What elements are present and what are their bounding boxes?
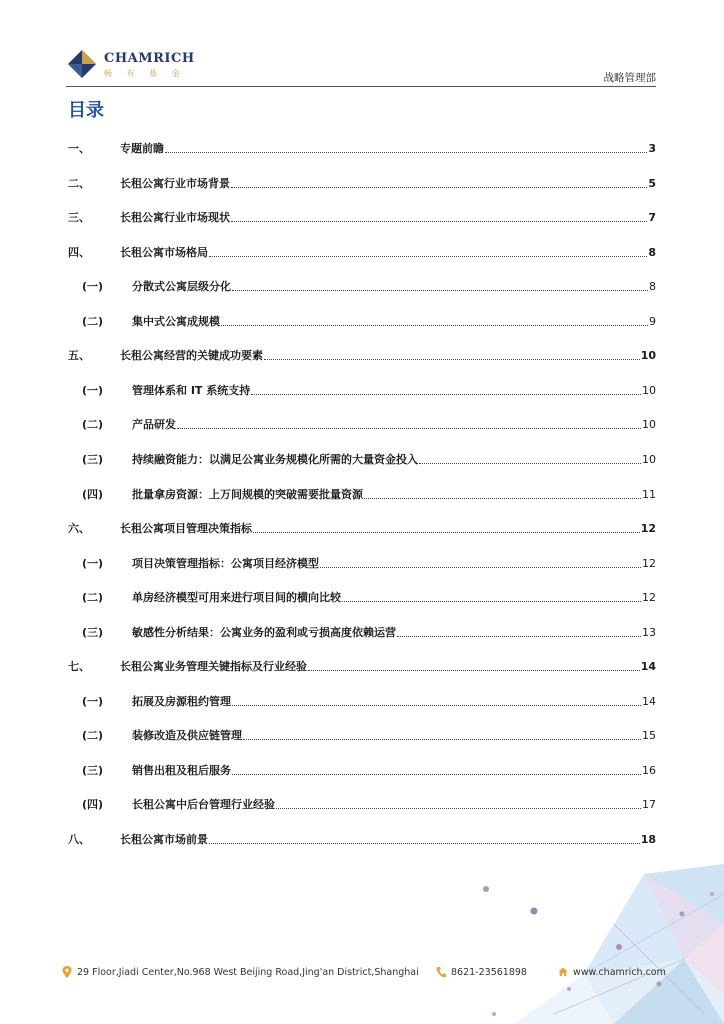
toc-entry-number: (二) — [82, 314, 104, 328]
toc-entry-number: (二) — [82, 418, 104, 432]
page-header — [0, 0, 724, 92]
toc-leader-dots — [276, 808, 641, 809]
toc-entry-number: (一) — [82, 280, 104, 294]
toc-entry[interactable] — [82, 486, 656, 502]
toc-entry-number: 七、 — [68, 660, 90, 674]
toc-entry-label[interactable]: 装修改造及供应链管理 — [132, 729, 242, 743]
toc-entry-number: 五、 — [68, 349, 90, 363]
toc-leader-dots — [243, 739, 641, 740]
toc-leader-dots — [165, 152, 647, 153]
toc-entry[interactable] — [82, 382, 656, 398]
toc-entry[interactable] — [82, 451, 656, 467]
toc-entry-label[interactable]: 长租公寓市场格局 — [120, 245, 208, 259]
toc-entry-page: 8 — [648, 245, 656, 259]
toc-entry-page: 10 — [640, 349, 656, 363]
toc-entry-number: 一、 — [68, 142, 90, 155]
logo-diamond-icon — [66, 48, 98, 80]
toc-entry-number: (三) — [82, 452, 104, 466]
toc-entry-number: 二、 — [68, 176, 90, 190]
department-label: 战略管理部 — [603, 72, 656, 84]
toc-entry[interactable] — [68, 244, 656, 260]
toc-entry-page: 12 — [642, 591, 656, 605]
toc-entry-page: 3 — [648, 142, 656, 155]
toc-entry[interactable] — [68, 831, 656, 847]
website-link[interactable]: www.chamrich.com — [573, 966, 666, 978]
toc-entry-number: (四) — [82, 798, 104, 812]
toc-leader-dots — [320, 567, 641, 568]
toc-entry-page: 7 — [648, 211, 656, 225]
toc-entry-number: 六、 — [68, 522, 90, 536]
toc-entry-number: (三) — [82, 625, 104, 639]
toc-entry-page: 10 — [642, 383, 656, 397]
toc-entry[interactable] — [82, 624, 656, 640]
toc-entry-label[interactable]: 分散式公寓层级分化 — [132, 280, 231, 294]
toc-entry-page: 9 — [649, 314, 656, 328]
toc-leader-dots — [232, 290, 648, 291]
toc-entry[interactable] — [82, 278, 656, 294]
toc-entry[interactable] — [82, 589, 656, 605]
toc-entry-number: (三) — [82, 763, 104, 777]
toc-entry-label[interactable]: 敏感性分析结果：公寓业务的盈利或亏损高度依赖运营 — [132, 625, 396, 639]
page-footer — [62, 966, 666, 982]
toc-leader-dots — [232, 774, 641, 775]
toc-entry-number: (一) — [82, 694, 104, 708]
footer-phone — [436, 966, 527, 978]
toc-entry-label[interactable]: 长租公寓行业市场现状 — [120, 211, 230, 225]
toc-entry-label[interactable]: 管理体系和 IT 系统支持 — [132, 383, 251, 397]
toc-entry-page: 16 — [642, 763, 656, 777]
toc-entry[interactable] — [82, 416, 656, 432]
toc-entry-page: 14 — [642, 694, 656, 708]
toc-entry-label[interactable]: 拓展及房源租约管理 — [132, 694, 231, 708]
toc-leader-dots — [232, 705, 641, 706]
toc-entry-label[interactable]: 持续融资能力：以满足公寓业务规模化所需的大量资金投入 — [132, 452, 418, 466]
toc-entry[interactable] — [82, 762, 656, 778]
home-icon — [558, 966, 568, 978]
toc-leader-dots — [231, 187, 647, 188]
toc-entry-label[interactable]: 集中式公寓成规模 — [132, 314, 220, 328]
toc-entry-label[interactable]: 产品研发 — [132, 418, 176, 432]
logo-subtitle: 畅 有 基 金 — [104, 69, 186, 78]
toc-leader-dots — [209, 256, 647, 257]
toc-entry-label[interactable]: 长租公寓业务管理关键指标及行业经验 — [120, 660, 307, 674]
toc-entry-page: 18 — [640, 833, 656, 846]
toc-entry[interactable] — [68, 520, 656, 536]
toc-entry-page: 10 — [642, 418, 656, 432]
toc-entry-number: 八、 — [68, 833, 90, 846]
toc-entry-page: 8 — [649, 280, 656, 294]
toc-leader-dots — [209, 843, 640, 844]
toc-entry-page: 12 — [640, 522, 656, 536]
toc-entry-number: (四) — [82, 487, 104, 501]
header-divider — [66, 86, 656, 87]
toc-entry[interactable] — [82, 796, 656, 812]
toc-entry-label[interactable]: 单房经济模型可用来进行项目间的横向比较 — [132, 591, 341, 605]
toc-entry-label[interactable]: 长租公寓市场前景 — [120, 833, 208, 846]
toc-leader-dots — [308, 670, 640, 671]
toc-entry[interactable] — [68, 175, 656, 191]
toc-leader-dots — [397, 636, 641, 637]
toc-leader-dots — [419, 463, 641, 464]
toc-entry-page: 12 — [642, 556, 656, 570]
toc-leader-dots — [264, 359, 640, 360]
chamrich-logo — [66, 48, 226, 84]
toc-entry[interactable] — [68, 140, 656, 156]
toc-entry-label[interactable]: 项目决策管理指标：公寓项目经济模型 — [132, 556, 319, 570]
toc-leader-dots — [177, 428, 641, 429]
toc-entry-page: 14 — [640, 660, 656, 674]
toc-entry[interactable] — [82, 693, 656, 709]
toc-entry[interactable] — [68, 209, 656, 225]
decorative-polygon-graphic — [454, 864, 724, 1024]
toc-entry-number: (一) — [82, 556, 104, 570]
toc-entry-number: 四、 — [68, 245, 90, 259]
toc-entry-page: 10 — [642, 452, 656, 466]
logo-name: CHAMRICH — [104, 51, 195, 66]
toc-entry-label[interactable]: 批量拿房资源：上万间规模的突破需要批量资源 — [132, 487, 363, 501]
location-pin-icon — [62, 966, 72, 978]
toc-leader-dots — [253, 532, 640, 533]
toc-entry-label[interactable]: 销售出租及租后服务 — [132, 763, 231, 777]
toc-entry-page: 17 — [642, 798, 656, 812]
toc-leader-dots — [342, 601, 641, 602]
toc-entry-number: (二) — [82, 591, 104, 605]
toc-entry-page: 15 — [642, 729, 656, 743]
toc-leader-dots — [251, 394, 641, 395]
toc-leader-dots — [364, 498, 641, 499]
address-text: 29 Floor,Jiadi Center,No.968 West Beijing Road,Jing'an District,Shanghai — [77, 966, 419, 978]
toc-entry-number: (二) — [82, 729, 104, 743]
toc-entry-page: 13 — [642, 625, 656, 639]
toc-entry[interactable] — [82, 555, 656, 571]
toc-entry[interactable] — [82, 727, 656, 743]
toc-entry[interactable] — [68, 347, 656, 363]
toc-entry-label[interactable]: 长租公寓项目管理决策指标 — [120, 522, 252, 536]
toc-entry-label[interactable]: 长租公寓行业市场背景 — [120, 176, 230, 190]
footer-website[interactable] — [558, 966, 666, 978]
toc-entry-page: 5 — [648, 176, 656, 190]
toc-entry-label[interactable]: 长租公寓中后台管理行业经验 — [132, 798, 275, 812]
toc-leader-dots — [221, 325, 648, 326]
toc-entry[interactable] — [82, 313, 656, 329]
toc-entry[interactable] — [68, 658, 656, 674]
toc-entry-page: 11 — [642, 487, 656, 501]
toc-leader-dots — [231, 221, 647, 222]
toc-entry-number: 三、 — [68, 211, 90, 225]
toc-entry-label[interactable]: 长租公寓经营的关键成功要素 — [120, 349, 263, 363]
footer-address — [62, 966, 419, 978]
toc-title: 目录 — [68, 100, 104, 121]
phone-icon — [436, 966, 446, 978]
phone-text: 8621-23561898 — [451, 966, 527, 978]
toc-entry-label[interactable]: 专题前瞻 — [120, 142, 164, 155]
toc-entry-number: (一) — [82, 383, 104, 397]
